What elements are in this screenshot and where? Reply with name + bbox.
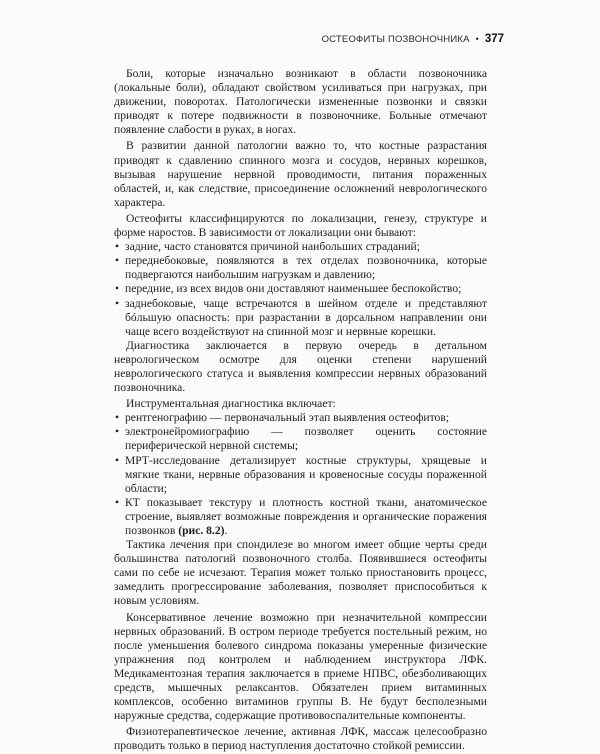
list-item: • передние, из всех видов они доставляют наименьшее беспокойство; [114,282,487,296]
header-bullet: • [475,34,479,44]
diagnostics-list [114,411,487,538]
localization-list [114,240,487,339]
list-item: • задние, часто становятся причиной наибольших страданий; [114,240,487,254]
figure-reference: (рис. 8.2) [178,524,225,537]
list-item: • рентгенографию — первоначальный этап выявления остеофитов; [114,411,487,425]
list-item-text: КТ показывает текстуру и плотность костной ткани, анатомическое строение, выявляет возможные повреждения и органические поражения позвонков [125,495,487,537]
paragraph: Инструментальная диагностика включает: [126,397,336,411]
paragraph: Боли, которые изначально возникают в области позвоночника (локальные боли), обладают свойством усиливаться при нагрузках, при движении, поворотах. Патологически измененные позвонки и связки приводят к потере подвижности в позвоночнике. Больные отмечают появление слабости в руках, в ногах. [114,67,487,137]
list-item: • переднебоковые, появляются в тех отделах позвоночника, которые подвергаются наибольшим нагрузкам и давлению; [114,254,487,282]
list-item [114,496,487,538]
page-number: 377 [484,33,504,45]
paragraph: Диагностика заключается в первую очередь в детальном неврологическом осмотре для оценки степени нарушений неврологического статуса и выявления компрессии нервных образований позвоночника. [114,338,487,395]
paragraph: Консервативное лечение возможно при незначительной компрессии нервных образований. В остром периоде требуется постельный режим, но после уменьшения болевого синдрома показаны умеренные физические упражнения под контролем и наблюдением инструктора ЛФК. Медикаментозная терапия заключается в приеме НПВС, обезболивающих средств, мышечных релаксантов. Обязателен прием витаминных комплексов, особенно витаминов группы В. Не будут бесполезными наружные средства, содержащие противовоспалительные компоненты. [114,610,487,723]
list-item: • заднебоковые, чаще встречаются в шейном отделе и представляют бóльшую опасность: при разрастании в дорсальном направлении они чаще всего воздействуют на спинной мозг и нервные корешки. [114,297,487,339]
paragraph: Остеофиты классифицируются по локализации, генезу, структуре и форме наростов. В зависимости от локализации они бывают: [114,211,487,240]
running-head [322,33,504,45]
paragraph: Тактика лечения при спондилезе во многом имеет общие черты среди большинства патологий позвоночного столба. Появившиеся остеофиты сами по себе не исчезают. Терапия может только приостановить процесс, замедлить прогрессирование заболевания, позволяет приспособиться к новым условиям. [114,538,487,608]
chapter-title: ОСТЕОФИТЫ ПОЗВОНОЧНИКА [321,34,470,45]
list-item: • электронейромиографию — позволяет оценить состояние периферической нервной системы; [114,425,487,453]
body-text [114,67,487,754]
paragraph: В развитии данной патологии важно то, что костные разрастания приводят к сдавлению спинного мозга и сосудов, нервных корешков, вызывая нарушение нервной проводимости, питания пораженных областей, и, как следствие, присоединение осложнений неврологического характера. [114,139,487,209]
list-item: • МРТ-исследование детализирует костные структуры, хрящевые и мягкие ткани, нервные образования и кровеносные сосуды пораженной области; [114,454,487,496]
list-item-end: . [224,524,228,537]
paragraph: Физиотерапевтическое лечение, активная ЛФК, массаж целесообразно проводить только в период наступления достаточно стойкой ремиссии. [114,725,487,753]
